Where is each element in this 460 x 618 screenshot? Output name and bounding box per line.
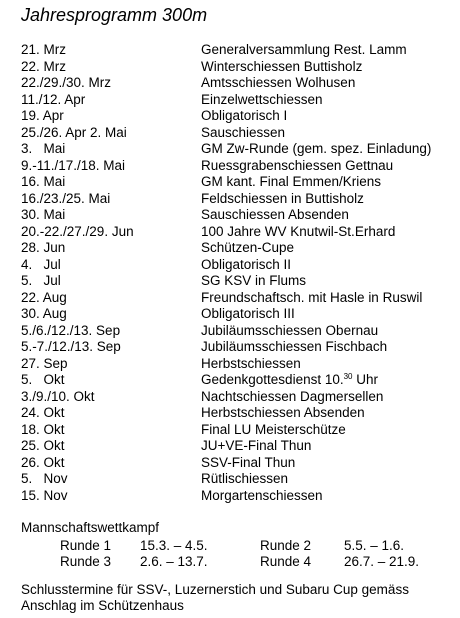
schedule-date: 21. Mrz — [21, 42, 67, 57]
schedule-event: Amtsschiessen Wolhusen — [201, 75, 356, 90]
note-line: Schlusstermine für SSV-, Luzernerstich und Subaru Cup gemäss — [21, 582, 409, 597]
schedule-date: 28. Jun — [21, 240, 66, 255]
round-row — [60, 554, 440, 570]
time-superscript: 30 — [343, 372, 353, 381]
team-rounds — [60, 538, 440, 570]
schedule-list — [21, 42, 451, 504]
schedule-row — [21, 59, 451, 76]
schedule-date: 18. Okt — [21, 421, 65, 437]
schedule-row — [21, 438, 451, 455]
schedule-date: 19. Apr — [21, 108, 64, 123]
schedule-row — [21, 455, 451, 472]
schedule-date: 25./26. Apr 2. Mai — [21, 124, 127, 140]
schedule-event: Sauschiessen Absenden — [201, 207, 349, 222]
schedule-event: Generalversammlung Rest. Lamm — [201, 42, 407, 57]
schedule-row — [21, 174, 451, 191]
round-dates: 15.3. – 4.5. — [140, 538, 208, 553]
event-text: Gedenkgottesdienst 10. — [201, 372, 344, 387]
schedule-date: 5. Okt — [21, 372, 65, 387]
schedule-date: 22. Mrz — [21, 58, 67, 74]
schedule-date: 27. Sep — [21, 355, 68, 371]
schedule-event: GM Zw-Runde (gem. spez. Einladung) — [201, 141, 432, 156]
schedule-row — [21, 207, 451, 224]
event-text: Uhr — [352, 372, 379, 387]
schedule-date: 5.-7./12./13. Sep — [21, 339, 121, 354]
schedule-row — [21, 224, 451, 241]
schedule-date: 15. Nov — [21, 487, 68, 503]
schedule-event — [201, 372, 378, 389]
schedule-row — [21, 240, 451, 257]
schedule-date: 5./6./12./13. Sep — [21, 322, 121, 338]
schedule-row — [21, 471, 451, 488]
schedule-date: 22./29./30. Mrz — [21, 75, 112, 90]
round-row — [60, 538, 440, 554]
schedule-date: 20.-22./27./29. Jun — [21, 223, 134, 239]
schedule-event: Final LU Meisterschütze — [201, 421, 346, 437]
schedule-row — [21, 257, 451, 274]
round-label: Runde 2 — [260, 538, 312, 553]
schedule-row — [21, 488, 451, 505]
round-dates: 2.6. – 13.7. — [140, 554, 208, 569]
round-label: Runde 4 — [260, 554, 312, 569]
schedule-event: Herbstschiessen Absenden — [201, 405, 365, 420]
team-heading: Mannschaftswettkampf — [21, 520, 160, 535]
schedule-row — [21, 422, 451, 439]
schedule-row — [21, 108, 451, 125]
schedule-date: 16. Mai — [21, 174, 66, 189]
schedule-row — [21, 42, 451, 59]
schedule-row — [21, 75, 451, 92]
schedule-date: 5. Jul — [21, 273, 61, 288]
schedule-row — [21, 339, 451, 356]
schedule-row — [21, 92, 451, 109]
schedule-row — [21, 405, 451, 422]
page-title: Jahresprogramm 300m — [21, 5, 208, 25]
schedule-date: 25. Okt — [21, 438, 65, 453]
schedule-row — [21, 141, 451, 158]
round-dates: 26.7. – 21.9. — [344, 554, 420, 569]
schedule-event: JU+VE-Final Thun — [201, 438, 312, 453]
schedule-event: Rütlischiessen — [201, 471, 289, 486]
round-dates: 5.5. – 1.6. — [344, 538, 405, 553]
schedule-date: 16./23./25. Mai — [21, 190, 111, 206]
schedule-event: Herbstschiessen — [201, 355, 301, 371]
schedule-date: 30. Aug — [21, 306, 67, 321]
schedule-event: GM kant. Final Emmen/Kriens — [201, 174, 382, 189]
schedule-event: Feldschiessen in Buttisholz — [201, 190, 364, 206]
schedule-row — [21, 306, 451, 323]
schedule-event: Sauschiessen — [201, 124, 286, 140]
schedule-date: 22. Aug — [21, 289, 67, 305]
schedule-date: 11./12. Apr — [21, 91, 86, 107]
schedule-event: Jubiläumsschiessen Obernau — [201, 322, 379, 338]
schedule-event: Einzelwettschiessen — [201, 91, 323, 107]
schedule-row — [21, 323, 451, 340]
closing-note — [21, 582, 451, 614]
schedule-row — [21, 158, 451, 175]
schedule-event: Ruessgrabenschiessen Gettnau — [201, 157, 394, 173]
note-line: Anschlag im Schützenhaus — [21, 598, 184, 613]
schedule-row — [21, 125, 451, 142]
schedule-event: Jubiläumsschiessen Fischbach — [201, 339, 388, 354]
schedule-date: 9.-11./17./18. Mai — [21, 157, 126, 173]
schedule-event: Obligatorisch II — [201, 256, 292, 272]
schedule-event: Obligatorisch I — [201, 108, 288, 123]
schedule-date: 3./9./10. Okt — [21, 388, 95, 404]
round-label: Runde 1 — [60, 538, 112, 553]
schedule-row — [21, 191, 451, 208]
schedule-event: Schützen-Cupe — [201, 240, 295, 255]
schedule-date: 24. Okt — [21, 405, 65, 420]
schedule-date: 5. Nov — [21, 471, 68, 486]
schedule-event: 100 Jahre WV Knutwil-St.Erhard — [201, 223, 396, 239]
schedule-row — [21, 356, 451, 373]
schedule-row — [21, 273, 451, 290]
schedule-event: Nachtschiessen Dagmersellen — [201, 388, 384, 404]
schedule-event: Freundschaftsch. mit Hasle in Ruswil — [201, 289, 423, 305]
schedule-event: SG KSV in Flums — [201, 273, 307, 288]
schedule-date: 30. Mai — [21, 207, 66, 222]
schedule-row — [21, 372, 451, 389]
schedule-row — [21, 389, 451, 406]
schedule-event: Winterschiessen Buttisholz — [201, 58, 363, 74]
schedule-event: Obligatorisch III — [201, 306, 295, 321]
schedule-event: SSV-Final Thun — [201, 454, 296, 470]
schedule-row — [21, 290, 451, 307]
schedule-event: Morgartenschiessen — [201, 487, 323, 503]
schedule-date: 4. Jul — [21, 256, 61, 272]
round-label: Runde 3 — [60, 554, 112, 569]
schedule-date: 3. Mai — [21, 141, 66, 156]
schedule-date: 26. Okt — [21, 454, 65, 470]
